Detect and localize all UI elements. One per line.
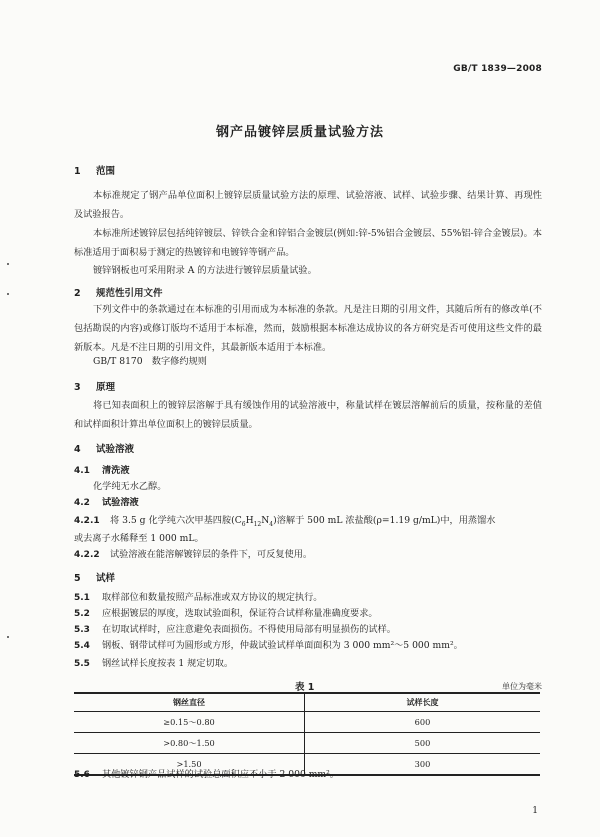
clause-text: 其他镀锌钢产品试样的试验总面积应不小于 2 000 mm²。 — [102, 769, 339, 780]
section-title: 范围 — [96, 166, 116, 177]
normative-reference: GB/T 8170 数字修约规则 — [93, 356, 207, 367]
standard-code: GB/T 1839—2008 — [453, 64, 542, 74]
clause-text: 在切取试样时，应注意避免表面损伤。不得使用局部有明显损伤的试样。 — [102, 624, 396, 635]
subsection-number: 4.2 — [74, 498, 90, 508]
document-title: 钢产品镀锌层质量试验方法 — [215, 125, 384, 140]
clause-number: 4.2.2 — [74, 550, 100, 560]
scan-mark — [7, 636, 9, 638]
section-2-heading — [74, 285, 163, 299]
table-row — [74, 712, 540, 733]
section-1-paragraph-1: 本标准规定了钢产品单位面积上镀锌层质量试验方法的原理、试验溶液、试样、试验步骤、结果计算、再现性及试验报告。 — [74, 190, 542, 220]
clause-text: 钢丝试样长度按表 1 规定切取。 — [102, 658, 234, 669]
subsection-title: 清洗液 — [102, 465, 130, 476]
page-number: 1 — [532, 806, 538, 816]
clause-5-3 — [74, 621, 396, 635]
clause-number: 5.4 — [74, 641, 90, 651]
section-3-heading — [74, 379, 115, 393]
table-cell: >1.50 — [74, 754, 305, 776]
table-header-row — [74, 693, 540, 712]
section-number: 4 — [74, 444, 81, 455]
section-number: 1 — [74, 166, 81, 177]
subscript: 4 — [269, 520, 274, 528]
clause-text-part: )溶解于 500 mL 浓盐酸(ρ=1.19 g/mL)中，用蒸馏水 — [273, 515, 496, 526]
section-5-heading — [74, 570, 115, 584]
table-cell: 600 — [305, 712, 541, 733]
table-cell: ≥0.15～0.80 — [74, 712, 305, 733]
clause-number: 4.2.1 — [74, 516, 100, 526]
subsection-number: 4.1 — [74, 466, 90, 476]
clause-5-5 — [74, 655, 233, 669]
section-1-paragraph-3: 镀锌钢板也可采用附录 A 的方法进行镀锌层质量试验。 — [93, 265, 317, 276]
clause-number: 5.1 — [74, 593, 90, 603]
subsection-title: 试验溶液 — [102, 497, 139, 508]
section-title: 原理 — [96, 382, 116, 393]
clause-text-part: 将 3.5 g 化学纯六次甲基四胺(C — [110, 515, 242, 526]
clause-5-4 — [74, 637, 463, 651]
wire-length-table — [74, 692, 540, 776]
table-title: 表 1 — [295, 682, 315, 693]
section-2-paragraph-1: 下列文件中的条款通过在本标准的引用而成为本标准的条款。凡是注日期的引用文件，其随后所有的修改单(不包括勘误的内容)或修订版均不适用于本标准，然而，鼓励根据本标准达成协议的各方研究是否可使用这些文件的最新版本。凡是不注日期的引用文件，其最新版本适用于本标准。 — [74, 304, 542, 353]
section-number: 2 — [74, 288, 81, 299]
clause-text: 试验溶液在能溶解镀锌层的条件下，可反复使用。 — [110, 549, 313, 560]
subscript: 6 — [241, 520, 246, 528]
clause-number: 5.2 — [74, 609, 90, 619]
table-row — [74, 733, 540, 754]
table-unit: 单位为毫米 — [502, 682, 542, 691]
subsection-4-1 — [74, 462, 130, 476]
subsection-4-2 — [74, 494, 139, 508]
table-cell: 500 — [305, 733, 541, 754]
clause-5-6 — [74, 766, 339, 780]
scan-mark — [7, 263, 9, 265]
section-title: 规范性引用文件 — [96, 288, 163, 299]
clause-number: 5.5 — [74, 659, 90, 669]
section-number: 5 — [74, 573, 81, 584]
clause-4-2-1 — [74, 512, 496, 528]
clause-5-2 — [74, 605, 378, 619]
table-cell: 300 — [305, 754, 541, 776]
clause-text: 应根据镀层的厚度，选取试验面积，保证符合试样称量准确度要求。 — [102, 608, 378, 619]
section-1-heading — [74, 163, 115, 177]
section-4-heading — [74, 441, 134, 455]
column-header: 试样长度 — [305, 693, 541, 712]
clause-4-2-2 — [74, 546, 312, 560]
clause-text: 钢板、钢带试样可为圆形或方形，仲裁试验试样单面面积为 3 000 mm²～5 000 mm²。 — [102, 640, 463, 651]
section-title: 试验溶液 — [96, 444, 135, 455]
section-1-paragraph-2: 本标准所述镀锌层包括纯锌镀层、锌铁合金和锌铝合金镀层(例如:锌-5%铝合金镀层、55%铝-锌合金镀层)。本标准适用于面积易于测定的热镀锌和电镀锌等钢产品。 — [74, 228, 542, 258]
clause-text: 取样部位和数量按照产品标准或双方协议的规定执行。 — [102, 592, 323, 603]
scan-mark — [7, 293, 9, 295]
section-3-paragraph-1: 将已知表面积上的镀锌层溶解于具有缓蚀作用的试验溶液中，称量试样在镀层溶解前后的质量，按称量的差值和试样面积计算出单位面积上的镀锌层质量。 — [74, 400, 542, 430]
clause-5-1 — [74, 589, 323, 603]
section-title: 试样 — [96, 573, 116, 584]
section-number: 3 — [74, 382, 81, 393]
subsection-4-1-text: 化学纯无水乙醇。 — [93, 481, 167, 492]
table-cell: >0.80～1.50 — [74, 733, 305, 754]
subscript: 12 — [253, 520, 262, 528]
clause-4-2-1-continuation: 或去离子水稀释至 1 000 mL。 — [74, 533, 204, 544]
column-header: 钢丝直径 — [74, 693, 305, 712]
clause-text-part: N — [261, 515, 270, 526]
clause-text-part: H — [245, 515, 254, 526]
clause-number: 5.3 — [74, 625, 90, 635]
clause-number: 5.6 — [74, 770, 90, 780]
